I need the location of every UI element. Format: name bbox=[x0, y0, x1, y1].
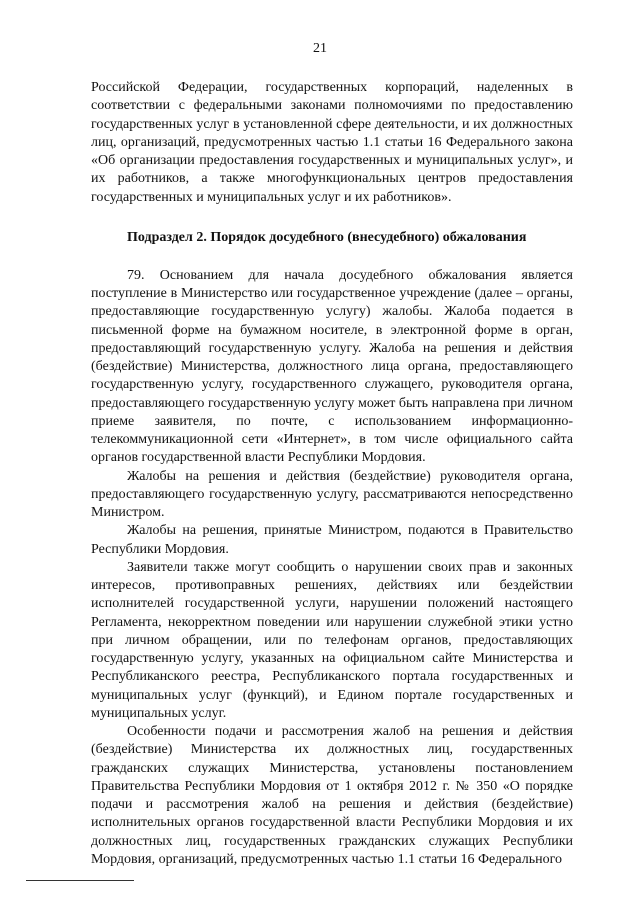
paragraph-procedure-specifics: Особенности подачи и рассмотрения жалоб на решения и действия (бездействие) Министерства их должностных лиц, государственных гражданских служащих Министерства, установлены постановлением Правительства Республики Мордовия от 1 октября 2012 г. № 350 «О порядке подачи и рассмотрения жалоб на решения и действия (бездействие) исполнительных органов государственной власти Республики Мордовия и их должностных лиц, государственных гражданских служащих Республики Мордовия, организаций, предусмотренных частью 1.1 статьи 16 Федерального bbox=[91, 724, 573, 867]
paragraph-applicants-report: Заявители также могут сообщить о нарушении своих прав и законных интересов, противоправных решениях, действиях или бездействии исполнителей государственной услуги, нарушении положений настоящего Регламента, некорректном поведении или нарушении служебной этики устно при личном обращении, или по телефонам органов, предоставляющих государственную услугу, указанных на официальном сайте Министерства и Республиканского реестра, Республиканского портала государственных и муниципальных услуг (функций), и Едином портале государственных и муниципальных услуг. bbox=[91, 559, 573, 721]
paragraph-79: 79. Основанием для начала досудебного обжалования является поступление в Министерство или государственное учреждение (далее – органы, предоставляющие государственную услугу) жалобы. Жалоба подается в письменной форме на бумажном носителе, в электронной форме в орган, предоставляющий государственную услугу. Жалоба на решения и действия (бездействие) Министерства, должностного лица органа, предоставляющего государственную услугу, государственного служащего, руководителя органа, предоставляющего государственную услугу может быть направлена при личном приеме заявителя, по почте, с использованием информационно-телекоммуникационной сети «Интернет», в том числе официального сайта органов государственной власти Республики Мордовия. bbox=[91, 267, 573, 466]
page-number: 21 bbox=[313, 41, 327, 56]
footnote-separator bbox=[26, 880, 134, 881]
paragraph-complaints-minister: Жалобы на решения, принятые Министром, подаются в Правительство Республики Мордовия. bbox=[91, 523, 573, 557]
section-heading: Подраздел 2. Порядок досудебного (внесудебного) обжалования bbox=[127, 229, 527, 245]
paragraph-complaints-head: Жалобы на решения и действия (бездействие) руководителя органа, предоставляющего государственную услугу, рассматриваются непосредственно Министром. bbox=[91, 468, 573, 520]
paragraph-continuation: Российской Федерации, государственных корпораций, наделенных в соответствии с федеральными законами полномочиями по предоставлению государственных услуг в установленной сфере деятельности, и их должностных лиц, организаций, предусмотренных частью 1.1 статьи 16 Федерального закона «Об организации предоставления государственных и муниципальных услуг», и их работников, а также многофункциональных центров предоставления государственных и муниципальных услуг и их работников». bbox=[91, 80, 573, 205]
document-body bbox=[91, 79, 573, 869]
